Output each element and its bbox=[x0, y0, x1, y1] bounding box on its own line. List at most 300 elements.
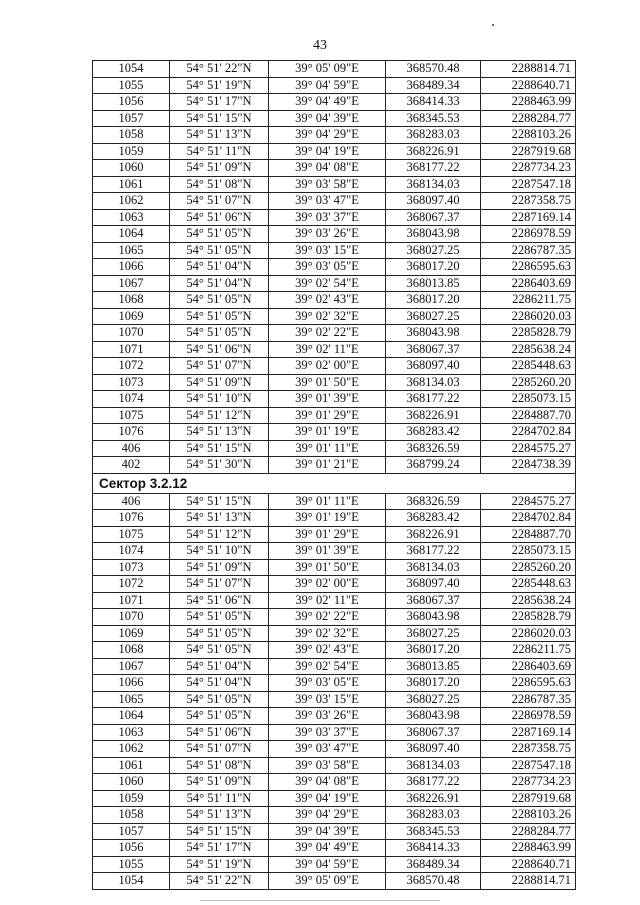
longitude-cell: 39° 04' 39"E bbox=[269, 823, 386, 840]
y-coordinate-cell: 2288640.71 bbox=[481, 77, 576, 94]
table-row bbox=[93, 325, 576, 342]
latitude-cell: 54° 51' 05"N bbox=[170, 691, 269, 708]
point-number-cell: 1055 bbox=[93, 856, 170, 873]
latitude-cell: 54° 51' 13"N bbox=[170, 510, 269, 527]
point-number-cell: 1054 bbox=[93, 61, 170, 78]
table-row bbox=[93, 510, 576, 527]
longitude-cell: 39° 01' 11"E bbox=[269, 440, 386, 457]
latitude-cell: 54° 51' 04"N bbox=[170, 259, 269, 276]
y-coordinate-cell: 2287919.68 bbox=[481, 790, 576, 807]
longitude-cell: 39° 02' 11"E bbox=[269, 341, 386, 358]
latitude-cell: 54° 51' 11"N bbox=[170, 790, 269, 807]
longitude-cell: 39° 01' 29"E bbox=[269, 526, 386, 543]
longitude-cell: 39° 03' 05"E bbox=[269, 259, 386, 276]
x-coordinate-cell: 368799.24 bbox=[386, 457, 481, 474]
table-body-after-section bbox=[93, 493, 576, 889]
y-coordinate-cell: 2288814.71 bbox=[481, 873, 576, 890]
y-coordinate-cell: 2286403.69 bbox=[481, 275, 576, 292]
table-row bbox=[93, 741, 576, 758]
y-coordinate-cell: 2287919.68 bbox=[481, 143, 576, 160]
point-number-cell: 1058 bbox=[93, 127, 170, 144]
table-row bbox=[93, 341, 576, 358]
table-row bbox=[93, 774, 576, 791]
longitude-cell: 39° 01' 39"E bbox=[269, 543, 386, 560]
latitude-cell: 54° 51' 09"N bbox=[170, 374, 269, 391]
point-number-cell: 1056 bbox=[93, 94, 170, 111]
latitude-cell: 54° 51' 05"N bbox=[170, 609, 269, 626]
point-number-cell: 1071 bbox=[93, 592, 170, 609]
x-coordinate-cell: 368027.25 bbox=[386, 308, 481, 325]
point-number-cell: 1067 bbox=[93, 275, 170, 292]
x-coordinate-cell: 368097.40 bbox=[386, 193, 481, 210]
scan-bottom-edge bbox=[200, 900, 440, 901]
x-coordinate-cell: 368226.91 bbox=[386, 526, 481, 543]
table-row bbox=[93, 61, 576, 78]
latitude-cell: 54° 51' 06"N bbox=[170, 724, 269, 741]
point-number-cell: 1060 bbox=[93, 774, 170, 791]
longitude-cell: 39° 02' 43"E bbox=[269, 642, 386, 659]
point-number-cell: 1061 bbox=[93, 757, 170, 774]
point-number-cell: 1075 bbox=[93, 526, 170, 543]
table-row bbox=[93, 873, 576, 890]
point-number-cell: 1062 bbox=[93, 193, 170, 210]
x-coordinate-cell: 368067.37 bbox=[386, 341, 481, 358]
latitude-cell: 54° 51' 06"N bbox=[170, 592, 269, 609]
latitude-cell: 54° 51' 04"N bbox=[170, 275, 269, 292]
longitude-cell: 39° 04' 08"E bbox=[269, 160, 386, 177]
longitude-cell: 39° 04' 59"E bbox=[269, 856, 386, 873]
latitude-cell: 54° 51' 15"N bbox=[170, 110, 269, 127]
x-coordinate-cell: 368177.22 bbox=[386, 543, 481, 560]
longitude-cell: 39° 04' 29"E bbox=[269, 807, 386, 824]
x-coordinate-cell: 368027.25 bbox=[386, 625, 481, 642]
point-number-cell: 1055 bbox=[93, 77, 170, 94]
latitude-cell: 54° 51' 13"N bbox=[170, 424, 269, 441]
longitude-cell: 39° 02' 00"E bbox=[269, 358, 386, 375]
table-row bbox=[93, 308, 576, 325]
page-number: 43 bbox=[313, 38, 327, 53]
point-number-cell: 1073 bbox=[93, 374, 170, 391]
y-coordinate-cell: 2286595.63 bbox=[481, 259, 576, 276]
latitude-cell: 54° 51' 05"N bbox=[170, 708, 269, 725]
y-coordinate-cell: 2285638.24 bbox=[481, 341, 576, 358]
point-number-cell: 1072 bbox=[93, 358, 170, 375]
y-coordinate-cell: 2284702.84 bbox=[481, 510, 576, 527]
table-row bbox=[93, 576, 576, 593]
point-number-cell: 406 bbox=[93, 440, 170, 457]
point-number-cell: 1069 bbox=[93, 625, 170, 642]
latitude-cell: 54° 51' 22"N bbox=[170, 61, 269, 78]
y-coordinate-cell: 2286020.03 bbox=[481, 308, 576, 325]
y-coordinate-cell: 2287358.75 bbox=[481, 193, 576, 210]
table-row bbox=[93, 691, 576, 708]
table-row bbox=[93, 757, 576, 774]
table-body-before-section bbox=[93, 61, 576, 474]
latitude-cell: 54° 51' 08"N bbox=[170, 757, 269, 774]
x-coordinate-cell: 368177.22 bbox=[386, 774, 481, 791]
table-row bbox=[93, 625, 576, 642]
longitude-cell: 39° 02' 32"E bbox=[269, 308, 386, 325]
point-number-cell: 1068 bbox=[93, 642, 170, 659]
y-coordinate-cell: 2287547.18 bbox=[481, 757, 576, 774]
y-coordinate-cell: 2284738.39 bbox=[481, 457, 576, 474]
point-number-cell: 1076 bbox=[93, 510, 170, 527]
longitude-cell: 39° 04' 19"E bbox=[269, 790, 386, 807]
x-coordinate-cell: 368177.22 bbox=[386, 391, 481, 408]
latitude-cell: 54° 51' 04"N bbox=[170, 675, 269, 692]
longitude-cell: 39° 03' 37"E bbox=[269, 724, 386, 741]
longitude-cell: 39° 02' 43"E bbox=[269, 292, 386, 309]
y-coordinate-cell: 2284887.70 bbox=[481, 526, 576, 543]
point-number-cell: 1059 bbox=[93, 790, 170, 807]
latitude-cell: 54° 51' 10"N bbox=[170, 543, 269, 560]
longitude-cell: 39° 02' 32"E bbox=[269, 625, 386, 642]
longitude-cell: 39° 02' 54"E bbox=[269, 658, 386, 675]
latitude-cell: 54° 51' 07"N bbox=[170, 576, 269, 593]
latitude-cell: 54° 51' 07"N bbox=[170, 358, 269, 375]
x-coordinate-cell: 368043.98 bbox=[386, 226, 481, 243]
y-coordinate-cell: 2286211.75 bbox=[481, 292, 576, 309]
point-number-cell: 1062 bbox=[93, 741, 170, 758]
y-coordinate-cell: 2285260.20 bbox=[481, 374, 576, 391]
longitude-cell: 39° 04' 49"E bbox=[269, 840, 386, 857]
latitude-cell: 54° 51' 17"N bbox=[170, 840, 269, 857]
table-row bbox=[93, 94, 576, 111]
latitude-cell: 54° 51' 05"N bbox=[170, 625, 269, 642]
latitude-cell: 54° 51' 05"N bbox=[170, 292, 269, 309]
longitude-cell: 39° 04' 39"E bbox=[269, 110, 386, 127]
point-number-cell: 1073 bbox=[93, 559, 170, 576]
point-number-cell: 1064 bbox=[93, 708, 170, 725]
x-coordinate-cell: 368570.48 bbox=[386, 61, 481, 78]
latitude-cell: 54° 51' 22"N bbox=[170, 873, 269, 890]
point-number-cell: 1064 bbox=[93, 226, 170, 243]
longitude-cell: 39° 01' 50"E bbox=[269, 559, 386, 576]
longitude-cell: 39° 01' 19"E bbox=[269, 424, 386, 441]
y-coordinate-cell: 2285448.63 bbox=[481, 576, 576, 593]
table-row bbox=[93, 176, 576, 193]
x-coordinate-cell: 368283.03 bbox=[386, 807, 481, 824]
longitude-cell: 39° 04' 59"E bbox=[269, 77, 386, 94]
y-coordinate-cell: 2287547.18 bbox=[481, 176, 576, 193]
table-row bbox=[93, 708, 576, 725]
latitude-cell: 54° 51' 11"N bbox=[170, 143, 269, 160]
point-number-cell: 1063 bbox=[93, 209, 170, 226]
x-coordinate-cell: 368345.53 bbox=[386, 110, 481, 127]
y-coordinate-cell: 2285828.79 bbox=[481, 609, 576, 626]
x-coordinate-cell: 368345.53 bbox=[386, 823, 481, 840]
y-coordinate-cell: 2286595.63 bbox=[481, 675, 576, 692]
y-coordinate-cell: 2284887.70 bbox=[481, 407, 576, 424]
table-row bbox=[93, 292, 576, 309]
longitude-cell: 39° 03' 15"E bbox=[269, 691, 386, 708]
latitude-cell: 54° 51' 05"N bbox=[170, 325, 269, 342]
table-row bbox=[93, 807, 576, 824]
latitude-cell: 54° 51' 13"N bbox=[170, 807, 269, 824]
table-row bbox=[93, 823, 576, 840]
point-number-cell: 1069 bbox=[93, 308, 170, 325]
y-coordinate-cell: 2286211.75 bbox=[481, 642, 576, 659]
y-coordinate-cell: 2286978.59 bbox=[481, 226, 576, 243]
table-row bbox=[93, 642, 576, 659]
longitude-cell: 39° 04' 49"E bbox=[269, 94, 386, 111]
table-row bbox=[93, 840, 576, 857]
table-row bbox=[93, 440, 576, 457]
table-row bbox=[93, 226, 576, 243]
longitude-cell: 39° 01' 29"E bbox=[269, 407, 386, 424]
y-coordinate-cell: 2288284.77 bbox=[481, 823, 576, 840]
longitude-cell: 39° 01' 21"E bbox=[269, 457, 386, 474]
table-row bbox=[93, 242, 576, 259]
y-coordinate-cell: 2288284.77 bbox=[481, 110, 576, 127]
latitude-cell: 54° 51' 07"N bbox=[170, 741, 269, 758]
x-coordinate-cell: 368013.85 bbox=[386, 658, 481, 675]
longitude-cell: 39° 03' 05"E bbox=[269, 675, 386, 692]
y-coordinate-cell: 2287734.23 bbox=[481, 774, 576, 791]
longitude-cell: 39° 03' 47"E bbox=[269, 193, 386, 210]
point-number-cell: 1071 bbox=[93, 341, 170, 358]
point-number-cell: 1068 bbox=[93, 292, 170, 309]
latitude-cell: 54° 51' 09"N bbox=[170, 774, 269, 791]
table-row bbox=[93, 526, 576, 543]
y-coordinate-cell: 2285073.15 bbox=[481, 543, 576, 560]
scan-dot bbox=[492, 24, 494, 26]
point-number-cell: 1074 bbox=[93, 543, 170, 560]
y-coordinate-cell: 2285828.79 bbox=[481, 325, 576, 342]
latitude-cell: 54° 51' 15"N bbox=[170, 823, 269, 840]
point-number-cell: 1070 bbox=[93, 325, 170, 342]
latitude-cell: 54° 51' 12"N bbox=[170, 526, 269, 543]
y-coordinate-cell: 2287169.14 bbox=[481, 209, 576, 226]
table-row bbox=[93, 407, 576, 424]
x-coordinate-cell: 368283.42 bbox=[386, 424, 481, 441]
x-coordinate-cell: 368570.48 bbox=[386, 873, 481, 890]
table-row bbox=[93, 143, 576, 160]
table-row bbox=[93, 391, 576, 408]
x-coordinate-cell: 368283.03 bbox=[386, 127, 481, 144]
longitude-cell: 39° 01' 11"E bbox=[269, 493, 386, 510]
table-row bbox=[93, 592, 576, 609]
x-coordinate-cell: 368027.25 bbox=[386, 242, 481, 259]
x-coordinate-cell: 368067.37 bbox=[386, 592, 481, 609]
latitude-cell: 54° 51' 09"N bbox=[170, 160, 269, 177]
longitude-cell: 39° 05' 09"E bbox=[269, 873, 386, 890]
longitude-cell: 39° 01' 19"E bbox=[269, 510, 386, 527]
y-coordinate-cell: 2287358.75 bbox=[481, 741, 576, 758]
latitude-cell: 54° 51' 09"N bbox=[170, 559, 269, 576]
x-coordinate-cell: 368489.34 bbox=[386, 77, 481, 94]
latitude-cell: 54° 51' 30"N bbox=[170, 457, 269, 474]
x-coordinate-cell: 368326.59 bbox=[386, 440, 481, 457]
longitude-cell: 39° 02' 00"E bbox=[269, 576, 386, 593]
x-coordinate-cell: 368013.85 bbox=[386, 275, 481, 292]
latitude-cell: 54° 51' 04"N bbox=[170, 658, 269, 675]
section-title: Сектор 3.2.12 bbox=[93, 473, 576, 493]
point-number-cell: 1075 bbox=[93, 407, 170, 424]
y-coordinate-cell: 2287734.23 bbox=[481, 160, 576, 177]
longitude-cell: 39° 02' 22"E bbox=[269, 325, 386, 342]
x-coordinate-cell: 368283.42 bbox=[386, 510, 481, 527]
point-number-cell: 402 bbox=[93, 457, 170, 474]
latitude-cell: 54° 51' 15"N bbox=[170, 493, 269, 510]
table-row bbox=[93, 193, 576, 210]
table-row bbox=[93, 856, 576, 873]
x-coordinate-cell: 368017.20 bbox=[386, 259, 481, 276]
point-number-cell: 1074 bbox=[93, 391, 170, 408]
latitude-cell: 54° 51' 12"N bbox=[170, 407, 269, 424]
longitude-cell: 39° 01' 39"E bbox=[269, 391, 386, 408]
point-number-cell: 1067 bbox=[93, 658, 170, 675]
y-coordinate-cell: 2286978.59 bbox=[481, 708, 576, 725]
point-number-cell: 406 bbox=[93, 493, 170, 510]
point-number-cell: 1076 bbox=[93, 424, 170, 441]
point-number-cell: 1065 bbox=[93, 691, 170, 708]
table-row bbox=[93, 457, 576, 474]
y-coordinate-cell: 2288814.71 bbox=[481, 61, 576, 78]
longitude-cell: 39° 05' 09"E bbox=[269, 61, 386, 78]
table-row bbox=[93, 493, 576, 510]
table-row bbox=[93, 110, 576, 127]
point-number-cell: 1056 bbox=[93, 840, 170, 857]
latitude-cell: 54° 51' 05"N bbox=[170, 226, 269, 243]
x-coordinate-cell: 368043.98 bbox=[386, 609, 481, 626]
latitude-cell: 54° 51' 07"N bbox=[170, 193, 269, 210]
table-row bbox=[93, 543, 576, 560]
x-coordinate-cell: 368017.20 bbox=[386, 675, 481, 692]
table-row bbox=[93, 374, 576, 391]
x-coordinate-cell: 368226.91 bbox=[386, 143, 481, 160]
longitude-cell: 39° 03' 47"E bbox=[269, 741, 386, 758]
table-row bbox=[93, 609, 576, 626]
latitude-cell: 54° 51' 19"N bbox=[170, 77, 269, 94]
x-coordinate-cell: 368043.98 bbox=[386, 325, 481, 342]
x-coordinate-cell: 368017.20 bbox=[386, 642, 481, 659]
y-coordinate-cell: 2284575.27 bbox=[481, 493, 576, 510]
coordinates-table bbox=[92, 60, 576, 890]
longitude-cell: 39° 04' 08"E bbox=[269, 774, 386, 791]
table-row bbox=[93, 675, 576, 692]
y-coordinate-cell: 2285073.15 bbox=[481, 391, 576, 408]
longitude-cell: 39° 03' 26"E bbox=[269, 226, 386, 243]
latitude-cell: 54° 51' 15"N bbox=[170, 440, 269, 457]
y-coordinate-cell: 2288640.71 bbox=[481, 856, 576, 873]
x-coordinate-cell: 368414.33 bbox=[386, 94, 481, 111]
x-coordinate-cell: 368097.40 bbox=[386, 741, 481, 758]
point-number-cell: 1057 bbox=[93, 823, 170, 840]
latitude-cell: 54° 51' 17"N bbox=[170, 94, 269, 111]
x-coordinate-cell: 368226.91 bbox=[386, 790, 481, 807]
y-coordinate-cell: 2286403.69 bbox=[481, 658, 576, 675]
x-coordinate-cell: 368097.40 bbox=[386, 358, 481, 375]
y-coordinate-cell: 2287169.14 bbox=[481, 724, 576, 741]
y-coordinate-cell: 2286787.35 bbox=[481, 242, 576, 259]
x-coordinate-cell: 368326.59 bbox=[386, 493, 481, 510]
table-row bbox=[93, 275, 576, 292]
table-row bbox=[93, 127, 576, 144]
point-number-cell: 1063 bbox=[93, 724, 170, 741]
latitude-cell: 54° 51' 06"N bbox=[170, 209, 269, 226]
y-coordinate-cell: 2288103.26 bbox=[481, 807, 576, 824]
latitude-cell: 54° 51' 08"N bbox=[170, 176, 269, 193]
longitude-cell: 39° 03' 58"E bbox=[269, 757, 386, 774]
point-number-cell: 1061 bbox=[93, 176, 170, 193]
y-coordinate-cell: 2286787.35 bbox=[481, 691, 576, 708]
latitude-cell: 54° 51' 10"N bbox=[170, 391, 269, 408]
latitude-cell: 54° 51' 06"N bbox=[170, 341, 269, 358]
table-row bbox=[93, 209, 576, 226]
table-row bbox=[93, 559, 576, 576]
x-coordinate-cell: 368067.37 bbox=[386, 724, 481, 741]
y-coordinate-cell: 2284575.27 bbox=[481, 440, 576, 457]
table-row bbox=[93, 160, 576, 177]
longitude-cell: 39° 03' 37"E bbox=[269, 209, 386, 226]
x-coordinate-cell: 368134.03 bbox=[386, 176, 481, 193]
x-coordinate-cell: 368097.40 bbox=[386, 576, 481, 593]
table-row bbox=[93, 77, 576, 94]
point-number-cell: 1058 bbox=[93, 807, 170, 824]
x-coordinate-cell: 368134.03 bbox=[386, 559, 481, 576]
y-coordinate-cell: 2285260.20 bbox=[481, 559, 576, 576]
y-coordinate-cell: 2285448.63 bbox=[481, 358, 576, 375]
x-coordinate-cell: 368489.34 bbox=[386, 856, 481, 873]
y-coordinate-cell: 2284702.84 bbox=[481, 424, 576, 441]
point-number-cell: 1059 bbox=[93, 143, 170, 160]
x-coordinate-cell: 368067.37 bbox=[386, 209, 481, 226]
point-number-cell: 1072 bbox=[93, 576, 170, 593]
y-coordinate-cell: 2288463.99 bbox=[481, 840, 576, 857]
point-number-cell: 1065 bbox=[93, 242, 170, 259]
longitude-cell: 39° 01' 50"E bbox=[269, 374, 386, 391]
point-number-cell: 1066 bbox=[93, 259, 170, 276]
x-coordinate-cell: 368017.20 bbox=[386, 292, 481, 309]
point-number-cell: 1070 bbox=[93, 609, 170, 626]
table-row bbox=[93, 424, 576, 441]
latitude-cell: 54° 51' 19"N bbox=[170, 856, 269, 873]
point-number-cell: 1060 bbox=[93, 160, 170, 177]
x-coordinate-cell: 368134.03 bbox=[386, 374, 481, 391]
longitude-cell: 39° 04' 29"E bbox=[269, 127, 386, 144]
latitude-cell: 54° 51' 05"N bbox=[170, 308, 269, 325]
longitude-cell: 39° 04' 19"E bbox=[269, 143, 386, 160]
longitude-cell: 39° 02' 54"E bbox=[269, 275, 386, 292]
point-number-cell: 1054 bbox=[93, 873, 170, 890]
point-number-cell: 1057 bbox=[93, 110, 170, 127]
latitude-cell: 54° 51' 05"N bbox=[170, 242, 269, 259]
x-coordinate-cell: 368134.03 bbox=[386, 757, 481, 774]
x-coordinate-cell: 368226.91 bbox=[386, 407, 481, 424]
longitude-cell: 39° 02' 11"E bbox=[269, 592, 386, 609]
table-row bbox=[93, 358, 576, 375]
y-coordinate-cell: 2285638.24 bbox=[481, 592, 576, 609]
x-coordinate-cell: 368177.22 bbox=[386, 160, 481, 177]
longitude-cell: 39° 03' 26"E bbox=[269, 708, 386, 725]
table-row bbox=[93, 790, 576, 807]
longitude-cell: 39° 02' 22"E bbox=[269, 609, 386, 626]
longitude-cell: 39° 03' 58"E bbox=[269, 176, 386, 193]
x-coordinate-cell: 368414.33 bbox=[386, 840, 481, 857]
latitude-cell: 54° 51' 05"N bbox=[170, 642, 269, 659]
point-number-cell: 1066 bbox=[93, 675, 170, 692]
y-coordinate-cell: 2288103.26 bbox=[481, 127, 576, 144]
table-row bbox=[93, 658, 576, 675]
x-coordinate-cell: 368027.25 bbox=[386, 691, 481, 708]
y-coordinate-cell: 2286020.03 bbox=[481, 625, 576, 642]
y-coordinate-cell: 2288463.99 bbox=[481, 94, 576, 111]
table-row bbox=[93, 259, 576, 276]
table-row bbox=[93, 724, 576, 741]
x-coordinate-cell: 368043.98 bbox=[386, 708, 481, 725]
longitude-cell: 39° 03' 15"E bbox=[269, 242, 386, 259]
